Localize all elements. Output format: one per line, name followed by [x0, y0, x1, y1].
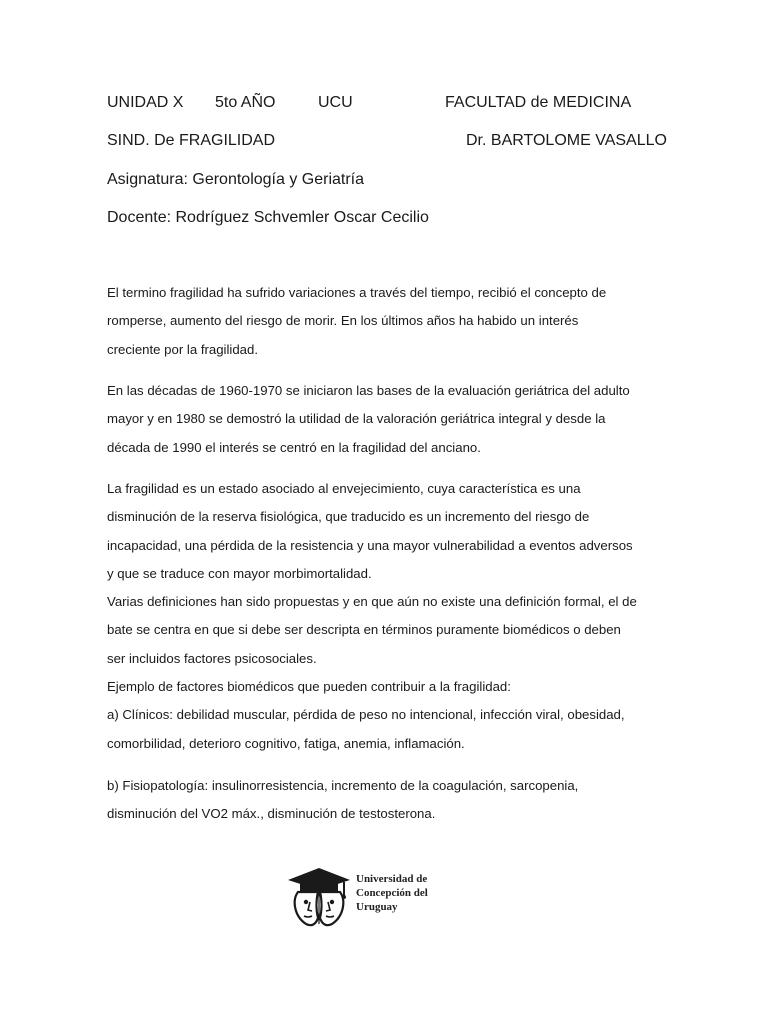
text-line: y que se traduce con mayor morbimortalidad.	[107, 565, 372, 581]
paragraph-intro	[107, 279, 667, 364]
text-line: Varias definiciones han sido propuestas y en que aún no existe una definición formal, el de	[107, 594, 637, 610]
university-name-line: Universidad de	[356, 873, 428, 885]
doctor-name: Dr. BARTOLOME VASALLO	[466, 132, 667, 149]
text-line: b) Fisiopatología: insulinorresistencia, incremento de la coagulación, sarcopenia,	[107, 778, 579, 793]
text-line: ser incluidos factores psicosociales.	[107, 650, 317, 666]
text-line: El termino fragilidad ha sufrido variaciones a través del tiempo, recibió el concepto de	[107, 285, 607, 300]
text-line: En las décadas de 1960-1970 se iniciaron las bases de la evaluación geriátrica del adulto	[107, 383, 630, 398]
paragraph-pathophysiology	[107, 772, 667, 829]
paragraph-history	[107, 377, 667, 462]
university-name	[356, 872, 428, 914]
text-line: bate se centra en que si debe ser descripta en términos puramente biomédicos o deben	[107, 622, 621, 638]
text-line: disminución de la reserva fisiológica, que traducido es un incremento del riesgo de	[107, 509, 590, 525]
text-line: Ejemplo de factores biomédicos que pueden contribuir a la fragilidad:	[107, 679, 511, 695]
text-line: década de 1990 el interés se centró en la fragilidad del anciano.	[107, 439, 481, 455]
text-line: creciente por la fragilidad.	[107, 341, 259, 357]
text-line: incapacidad, una pérdida de la resistencia y una mayor vulnerabilidad a eventos adversos	[107, 537, 633, 553]
text-line: romperse, aumento del riesgo de morir. En los últimos años ha habido un interés	[107, 313, 579, 329]
text-line: mayor y en 1980 se demostró la utilidad de la valoración geriátrica integral y desde la	[107, 411, 606, 427]
year-label: 5to AÑO	[215, 94, 276, 111]
paragraph-definition	[107, 475, 667, 758]
text-line: disminución del VO2 máx., disminución de testosterona.	[107, 806, 436, 822]
university-name-line: Uruguay	[356, 901, 398, 913]
subject-line: Asignatura: Gerontología y Geriatría	[107, 171, 365, 188]
university-abbrev: UCU	[318, 94, 353, 111]
university-crest-icon	[286, 866, 352, 928]
faculty-label: FACULTAD de MEDICINA	[445, 94, 632, 111]
unit-label: UNIDAD X	[107, 94, 184, 111]
text-line: La fragilidad es un estado asociado al envejecimiento, cuya característica es una	[107, 481, 581, 496]
teacher-line: Docente: Rodríguez Schvemler Oscar Cecilio	[107, 209, 429, 226]
university-name-line: Concepción del	[356, 887, 428, 899]
text-line: a) Clínicos: debilidad muscular, pérdida de peso no intencional, infección viral, obesidad,	[107, 707, 625, 723]
university-logo	[286, 866, 456, 928]
topic-title: SIND. De FRAGILIDAD	[107, 132, 276, 149]
text-line: comorbilidad, deterioro cognitivo, fatiga, anemia, inflamación.	[107, 735, 465, 751]
